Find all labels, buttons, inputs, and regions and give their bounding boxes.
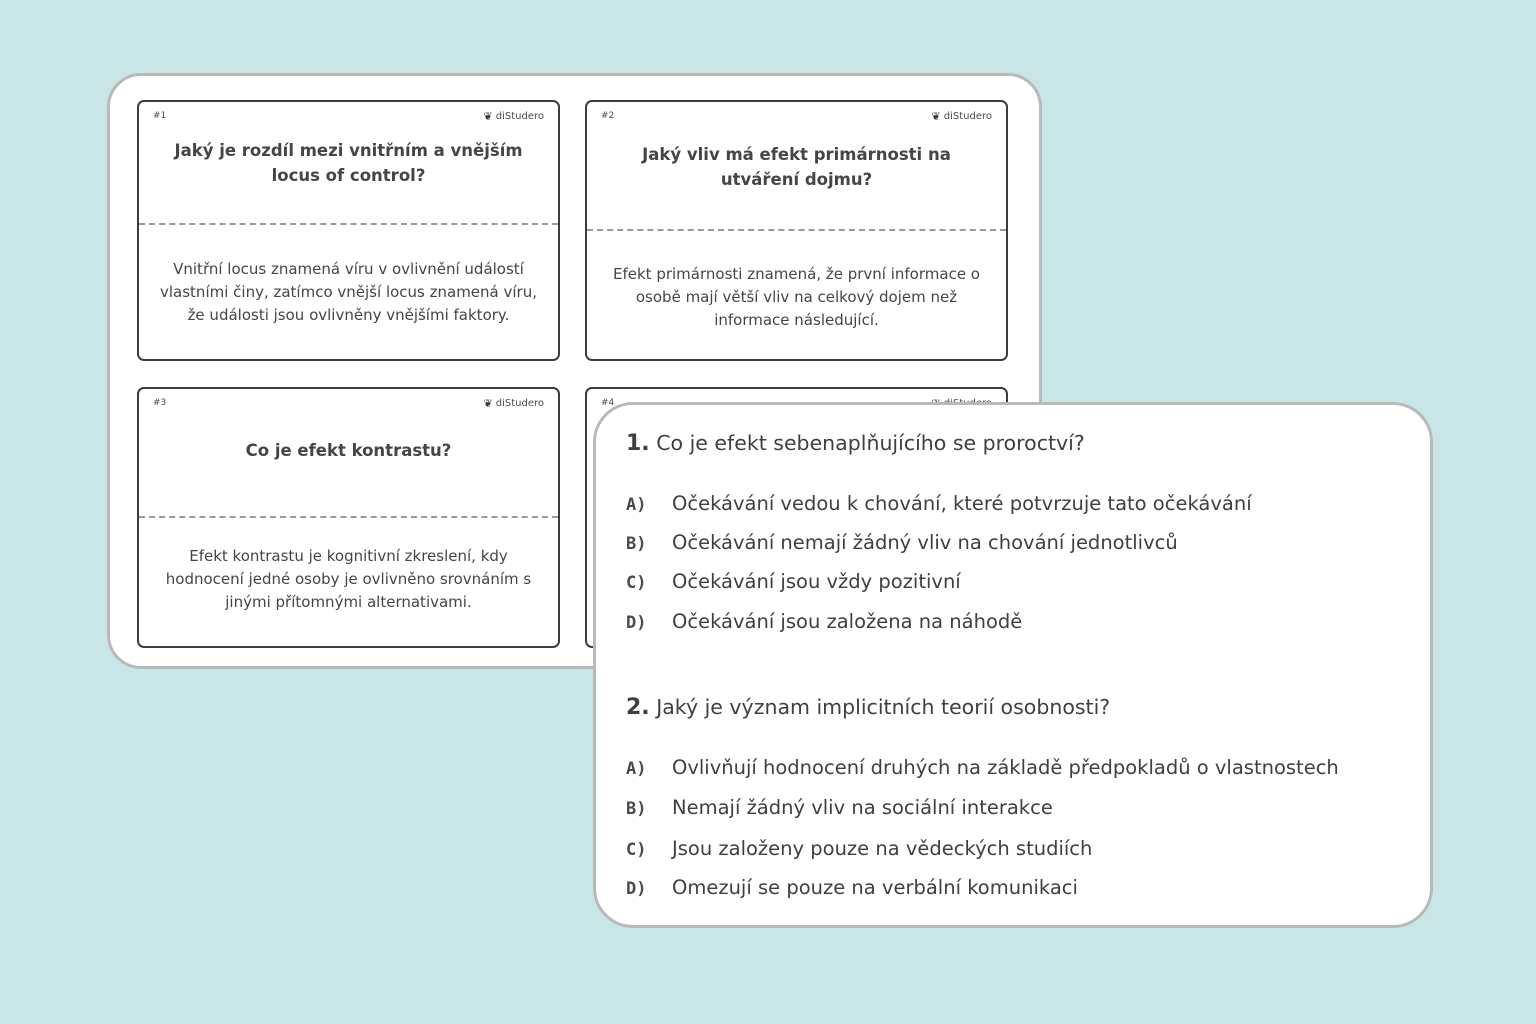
option-letter: A) <box>626 495 647 515</box>
brand-name: diStudero <box>495 111 544 122</box>
question-text: Jaký je význam implicitních teorií osobnosti? <box>656 695 1111 719</box>
option-text: Očekávání vedou k chování, které potvrzuje tato očekávání <box>672 492 1252 515</box>
card-question: Jaký vliv má efekt primárnosti na utváření dojmu? <box>642 145 951 189</box>
option-text: Očekávání jsou založena na náhodě <box>672 610 1023 633</box>
card-number: #3 <box>153 398 167 408</box>
card-number: #2 <box>601 111 615 121</box>
question-number: 2. <box>626 695 650 720</box>
person-running-logo-icon: ❦ <box>931 110 941 123</box>
card-number: #4 <box>601 398 615 408</box>
flashcard-1 <box>137 100 560 361</box>
option-text: Omezují se pouze na verbální komunikaci <box>672 876 1078 899</box>
option-letter: A) <box>626 759 647 779</box>
card-number: #1 <box>153 111 167 121</box>
quiz-option[interactable] <box>626 876 1078 899</box>
option-text: Nemají žádný vliv na sociální interakce <box>672 796 1053 819</box>
quiz-option[interactable] <box>626 796 1053 819</box>
option-letter: B) <box>626 534 647 554</box>
brand-logo <box>932 110 992 123</box>
quiz-option[interactable] <box>626 492 1252 515</box>
card-divider <box>587 229 1006 231</box>
option-text: Očekávání jsou vždy pozitivní <box>672 570 961 593</box>
quiz-option[interactable] <box>626 570 961 593</box>
card-divider <box>139 516 558 518</box>
option-letter: C) <box>626 840 647 860</box>
option-text: Očekávání nemají žádný vliv na chování jednotlivců <box>672 531 1178 554</box>
card-answer: Vnitřní locus znamená víru v ovlivnění událostí vlastními činy, zatímco vnější locus znamená víru, že události jsou ovlivněny vnějšími faktory. <box>160 259 537 324</box>
option-letter: D) <box>626 879 647 899</box>
brand-logo <box>484 397 544 410</box>
person-running-logo-icon: ❦ <box>483 110 493 123</box>
option-letter: D) <box>626 613 647 633</box>
quiz-panel <box>593 402 1433 928</box>
card-question: Jaký je rozdíl mezi vnitřním a vnějším locus of control? <box>174 141 523 185</box>
brand-logo <box>484 110 544 123</box>
card-question: Co je efekt kontrastu? <box>245 440 452 460</box>
quiz-option[interactable] <box>626 610 1022 633</box>
option-letter: B) <box>626 799 647 819</box>
option-text: Ovlivňují hodnocení druhých na základě předpokladů o vlastnostech <box>672 756 1339 779</box>
quiz-option[interactable] <box>626 837 1092 860</box>
brand-name: diStudero <box>495 398 544 409</box>
question-number: 1. <box>626 431 650 456</box>
quiz-question-1 <box>626 431 1085 456</box>
question-text: Co je efekt sebenaplňujícího se proroctví? <box>656 431 1085 455</box>
quiz-option[interactable] <box>626 756 1339 779</box>
card-divider <box>139 223 558 225</box>
card-answer: Efekt primárnosti znamená, že první informace o osobě mají větší vliv na celkový dojem než informace následující. <box>613 264 980 329</box>
option-text: Jsou založeny pouze na vědeckých studiích <box>672 837 1093 860</box>
quiz-question-2 <box>626 695 1110 720</box>
quiz-option[interactable] <box>626 531 1178 554</box>
brand-name: diStudero <box>943 111 992 122</box>
option-letter: C) <box>626 573 647 593</box>
flashcard-2 <box>585 100 1008 361</box>
card-answer: Efekt kontrastu je kognitivní zkreslení, kdy hodnocení jedné osoby je ovlivněno srovnáním s jinými přítomnými alternativami. <box>165 546 532 611</box>
flashcard-3 <box>137 387 560 648</box>
person-running-logo-icon: ❦ <box>483 397 493 410</box>
